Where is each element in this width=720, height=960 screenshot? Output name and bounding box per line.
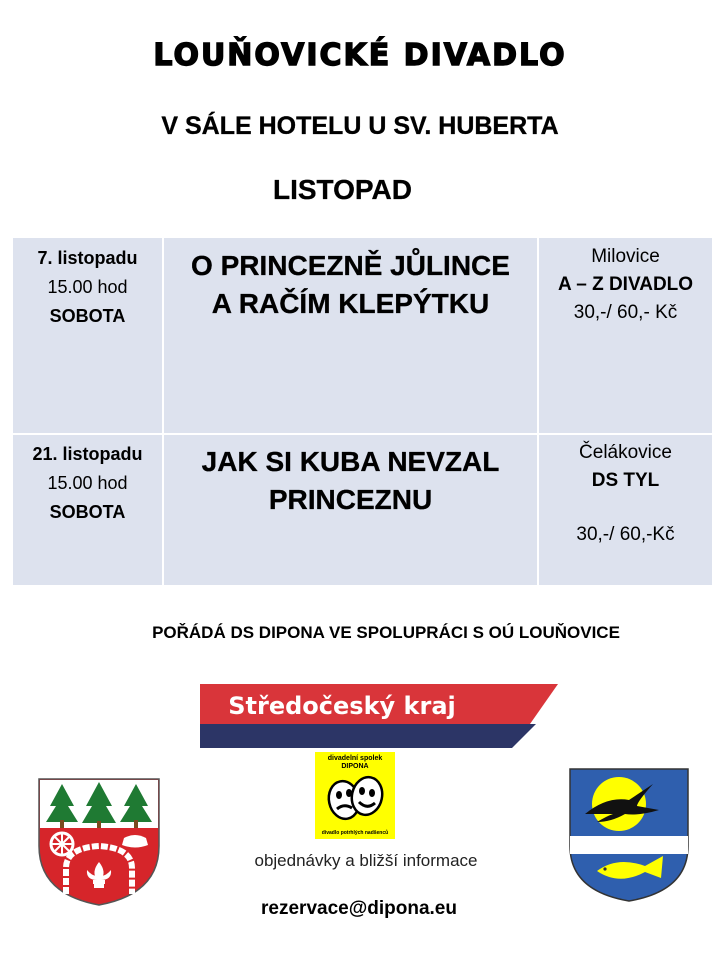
performance-date: 21. listopadu (32, 444, 143, 464)
performance-day: SOBOTA (49, 502, 126, 522)
company-cell (539, 435, 712, 585)
performance-time: 15.00 hod (47, 277, 128, 297)
title-cell (164, 435, 539, 585)
performance-title-line1: JAK SI KUBA NEVZAL (201, 446, 500, 477)
venue-heading: V SÁLE HOTELU U SV. HUBERTA (161, 112, 559, 140)
date-cell (13, 238, 164, 433)
theatre-masks-icon (315, 752, 395, 839)
table-row (13, 435, 712, 585)
table-row (13, 238, 712, 433)
ticket-price: 30,-/ 60,-Kč (576, 524, 675, 545)
kraj-label: Středočeský kraj (228, 692, 456, 720)
dipona-logo (315, 752, 395, 839)
contact-email[interactable]: rezervace@dipona.eu (261, 898, 457, 919)
dipona-logo-bottom: divadlo potrhlých nadšenců (321, 830, 389, 836)
company-name: DS TYL (591, 470, 660, 491)
company-town: Milovice (591, 246, 660, 267)
ticket-price: 30,-/ 60,- Kč (573, 302, 678, 323)
company-name: A – Z DIVADLO (557, 274, 694, 295)
contact-info: objednávky a bližší informace (254, 851, 478, 870)
performance-title-line2: A RAČÍM KLEPÝTKU (211, 288, 490, 319)
company-town: Čelákovice (579, 442, 672, 463)
month-heading: LISTOPAD (273, 174, 412, 205)
performance-time: 15.00 hod (47, 473, 128, 493)
village-coat-of-arms (567, 766, 691, 904)
dipona-logo-top: divadelní spolek DIPONA (327, 755, 383, 770)
date-cell (13, 435, 164, 585)
performance-title-line2: PRINCEZNU (268, 484, 433, 515)
performance-date: 7. listopadu (37, 248, 138, 268)
organizer-note: POŘÁDÁ DS DIPONA VE SPOLUPRÁCI S OÚ LOUŇOVICE (152, 623, 620, 642)
title-cell (164, 238, 539, 433)
stredocesky-kraj-logo (200, 684, 558, 748)
performance-title-line1: O PRINCEZNĚ JŮLINCE (191, 250, 510, 281)
company-cell (539, 238, 712, 433)
lounovice-coat-of-arms (36, 776, 162, 908)
page-title: LOUŇOVICKÉ DIVADLO (153, 38, 567, 73)
performance-day: SOBOTA (49, 306, 126, 326)
program-table (13, 238, 712, 585)
